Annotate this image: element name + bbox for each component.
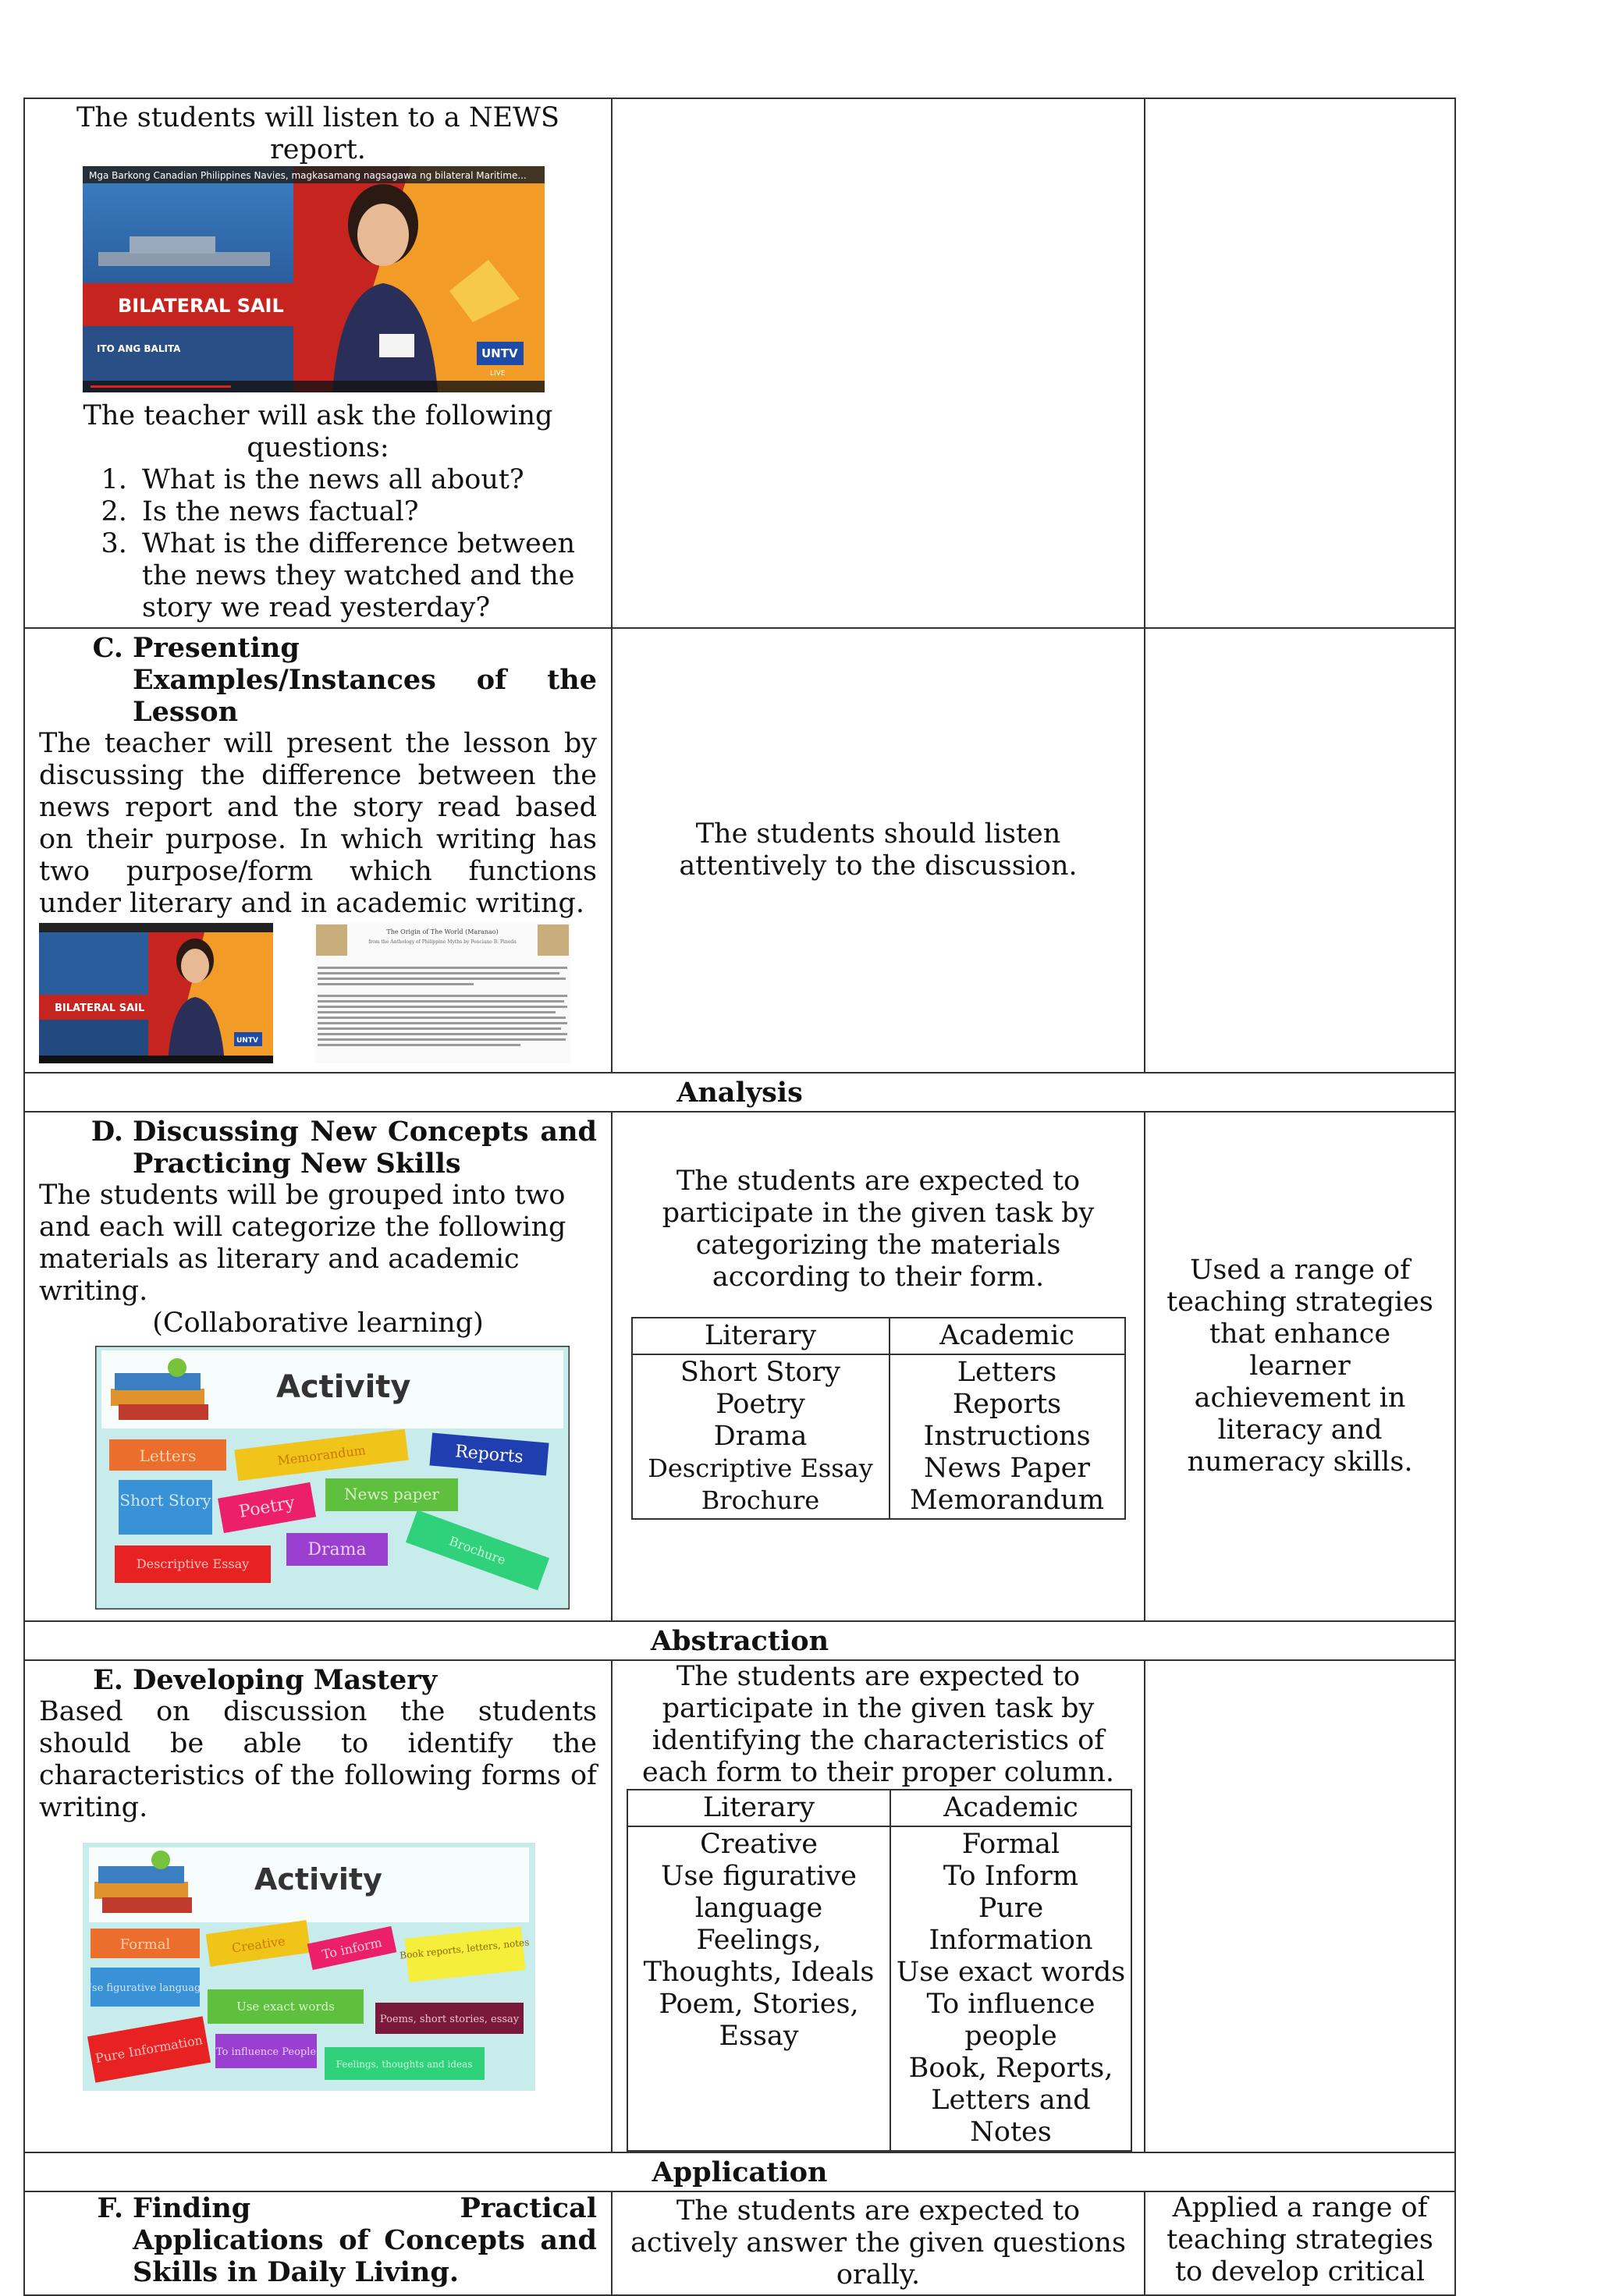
c-heading [39,632,597,728]
news-student-cell [612,98,1145,628]
f-remark-cell [1145,2191,1455,2295]
d-student-cell [612,1112,1145,1621]
card-text: Poetry [237,1492,297,1523]
question-item: 3. What is the difference between the news they watched and the story we read yesterday? [136,528,597,624]
f-procedure-cell [24,2191,612,2295]
card-text: Pure Information [94,2032,204,2066]
d-heading [39,1116,597,1180]
f-heading [39,2192,597,2288]
e-remark-cell [1145,1660,1455,2152]
e-sort-header-row [627,1790,1131,1826]
d-header-literary: Literary [632,1318,890,1354]
card-text: Use figurative language [83,1982,208,1994]
c-body: The teacher will present the lesson by discussing the difference between the news report and the story read based on their purpose. In which writing has two purpose/form which functions under literary and in academic writing. [39,728,597,919]
row-d [24,1112,1455,1621]
c-heading-text: Presenting Examples/Instances of the Lesson [133,632,597,728]
news-intro: The students will listen to a NEWS report. [76,102,559,165]
teacher-prompt: The teacher will ask the following questions: [83,400,553,463]
list-item: Short Story [680,1357,841,1388]
f-heading-text: Finding Practical Applications of Concepts and Skills in Daily Living. [133,2192,597,2288]
video-caption-bar: Mga Barkong Canadian Philippines Navies, magkasamang nagsagawa ng bilateral Maritime... [89,170,527,181]
card-text: Brochure [446,1533,508,1568]
video-banner-text: BILATERAL SAIL [118,295,284,317]
doc-title: The Origin of The World (Maranao) [386,928,499,935]
e-letter: E. [93,1664,123,1696]
e-header-literary: Literary [627,1790,890,1826]
card-text: Descriptive Essay [136,1556,250,1571]
d-remark-text: Used a range of teaching strategies that enhance learner achievement in literacy and numeracy skills. [1167,1254,1433,1478]
section-abstraction [24,1621,1455,1660]
d-body: The students will be grouped into two and each will categorize the following materials as literary and academic writing. [39,1180,566,1307]
list-item: Feelings, Thoughts, Ideals [643,1925,875,1988]
d-letter: D. [91,1116,123,1148]
doc-subtitle: from the Anthology of Philippine Myths by Ponciano B. Pineda [368,939,517,945]
list-item: Brochure [701,1485,820,1515]
card-text: News paper [343,1485,440,1503]
d-literary-cell [632,1354,890,1519]
list-item: Poem, Stories, Essay [659,1989,859,2052]
d-activity-image [95,1346,597,1617]
list-item: Reports [952,1389,1062,1420]
card-text: Short Story [119,1491,211,1510]
d-header-academic: Academic [890,1318,1125,1354]
e-sort-table [627,1789,1132,2152]
row-f [24,2191,1455,2295]
card-text: Drama [307,1540,367,1560]
activity-cards-image [95,1346,570,1609]
card-text: Feelings, thoughts and ideas [336,2059,473,2070]
c-procedure-cell [24,628,612,1073]
f-student-cell [612,2191,1145,2295]
card-text: To influence People [215,2046,317,2058]
e-procedure-cell [24,1660,612,2152]
story-document-image [314,923,570,1063]
video-logo-sub: LIVE [490,370,506,378]
d-sort-header-row [632,1318,1125,1354]
list-item: Use figurative language [661,1861,857,1924]
application-heading: Application [24,2152,1455,2191]
e-heading [39,1664,597,1696]
list-item: Pure Information [929,1893,1093,1956]
thumb-logo: UNTV [236,1037,258,1045]
card-text: Formal [119,1936,171,1953]
e-sort-body-row [627,1826,1131,2151]
story-document-thumbnail [314,923,570,1063]
c-letter: C. [92,632,123,664]
e-heading-text: Developing Mastery [133,1664,438,1696]
activity-characteristics-image [83,1843,535,2091]
questions-list [39,464,597,624]
d-academic-cell [890,1354,1125,1519]
e-header-academic: Academic [890,1790,1131,1826]
card-text: Memorandum [276,1443,367,1468]
card-text: To inform [321,1935,384,1962]
d-activity-title: Activity [276,1369,411,1405]
list-item: Book, Reports, Letters and Notes [908,2053,1113,2148]
d-procedure-cell [24,1112,612,1621]
card-text: Book reports, letters, notes [399,1936,530,1961]
section-application [24,2152,1455,2191]
e-activity-image [83,1843,597,2099]
d-note: (Collaborative learning) [152,1308,484,1339]
f-letter: F. [97,2192,123,2224]
card-text: Reports [454,1442,524,1467]
c-remark-cell [1145,628,1455,1073]
e-activity-title: Activity [254,1862,382,1897]
list-item: Use exact words [896,1957,1126,1988]
list-item: Drama [713,1421,808,1452]
list-item: News Paper [923,1453,1091,1484]
card-text: Letters [139,1446,197,1465]
c-images [39,923,597,1063]
c-student-cell [612,628,1145,1073]
d-student-text: The students are expected to participate in the given task by categorizing the materials according to their form. [662,1166,1095,1293]
row-news [24,98,1455,628]
question-item: 1. What is the news all about? [136,464,597,496]
list-item: Memorandum [909,1485,1105,1516]
news-procedure-cell [24,98,612,628]
f-remark-text: Applied a range of teaching strategies to develop critical [1167,2192,1433,2287]
row-c [24,628,1455,1073]
thumb-banner-text: BILATERAL SAIL [55,1003,145,1014]
list-item: Instructions [923,1421,1091,1452]
list-item: Creative [700,1829,818,1860]
list-item: Descriptive Essay [648,1453,873,1483]
card-text: Use exact words [236,2000,335,2014]
question-item: 2. Is the news factual? [136,496,597,528]
d-heading-text: Discussing New Concepts and Practicing New Skills [133,1116,597,1180]
news-video-image [83,166,545,392]
e-student-text: The students are expected to participate in the given task by identifying the characteristics of each form to their proper column. [642,1661,1114,1788]
list-item: To Inform [943,1861,1079,1892]
list-item: To influence people [926,1989,1096,2052]
d-remark-cell [1145,1112,1455,1621]
e-literary-cell [627,1826,890,2151]
abstraction-heading: Abstraction [24,1621,1455,1660]
lesson-plan-table [23,98,1456,2296]
news-video-thumbnail [83,166,597,400]
analysis-heading: Analysis [24,1073,1455,1112]
e-academic-cell [890,1826,1131,2151]
video-logo: UNTV [481,346,518,360]
card-text: Poems, short stories, essay [379,2014,520,2025]
section-analysis [24,1073,1455,1112]
f-student-text: The students are expected to actively answer the given questions orally. [630,2195,1126,2291]
row-e [24,1660,1455,2152]
d-sort-table [631,1317,1126,1520]
news-report-thumbnail [39,923,273,1063]
list-item: Letters [957,1357,1057,1388]
c-student-text: The students should listen attentively to the discussion. [679,818,1078,882]
video-corner-text: ITO ANG BALITA [97,343,181,354]
list-item: Formal [961,1829,1060,1860]
news-remark-cell [1145,98,1455,628]
list-item: Poetry [716,1389,805,1420]
card-text: Creative [230,1933,286,1956]
d-sort-body-row [632,1354,1125,1519]
e-student-cell [612,1660,1145,2152]
e-body: Based on discussion the students should be able to identify the characteristics of the following forms of writing. [39,1696,597,1823]
